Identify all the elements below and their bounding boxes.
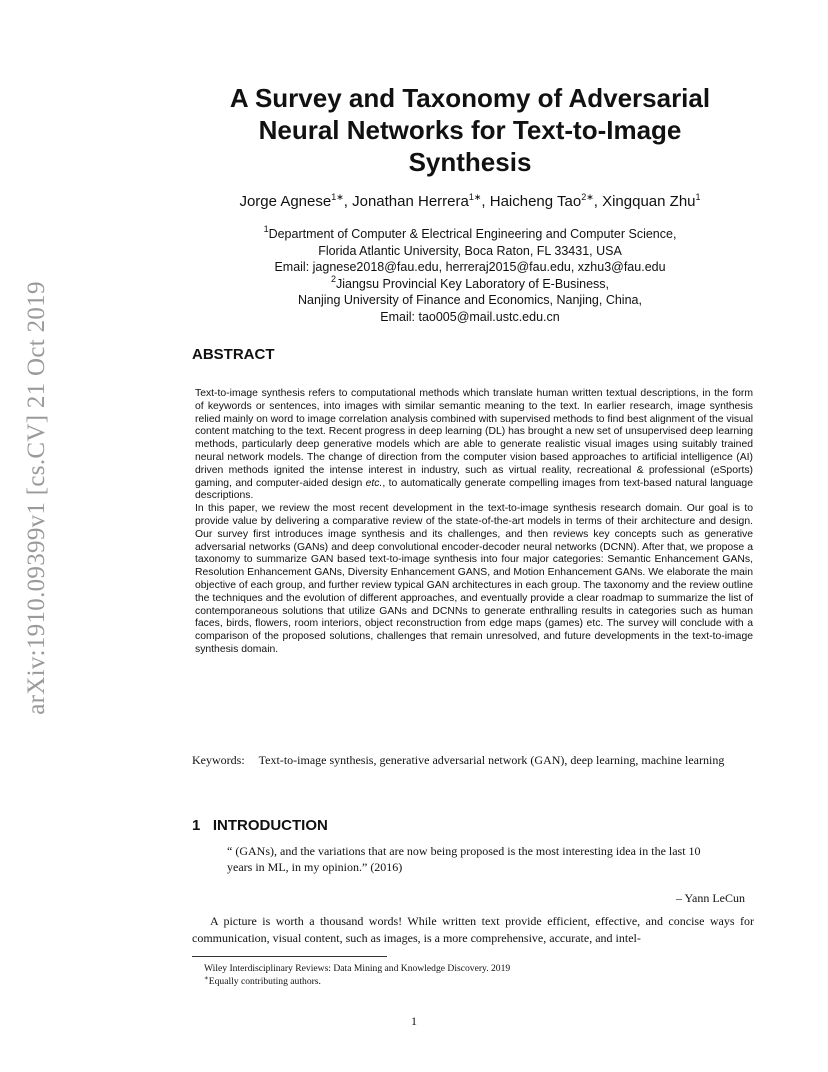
author-name: Jorge Agnese bbox=[239, 193, 332, 210]
footnote-mark: ∗ bbox=[204, 974, 209, 982]
author-affiliation-mark: 1∗ bbox=[331, 192, 344, 202]
keywords bbox=[192, 752, 752, 768]
abstract-paragraph-1: Text-to-image synthesis refers to computational methods which translate human written textual descriptions, in the form of keywords or sentences, into images with similar semantic meaning to the text. In earlier research, image synthesis relied mainly on word to image correlation analysis combined with supervised methods to find best alignment of the visual content matching to the text. Recent progress in deep learning (DL) has brought a new set of unsupervised deep learning methods, particularly deep generative models which are able to generate realistic visual images using suitably trained neural network models. The change of direction from the computer vision based approaches to artificial intelligence (AI) driven methods ignited the intense interest in industry, such as virtual reality, recreational & professional (eSports) gaming, and computer-aided design etc., to automatically generate compelling images from text-based natural language descriptions. bbox=[195, 388, 753, 502]
affiliation-2-line-1: $^2$Jiangsu Provincial Key Laboratory of E-Business, bbox=[330, 273, 610, 291]
affiliation-mark: 1 bbox=[263, 224, 269, 234]
author-name: Jonathan Herrera bbox=[352, 193, 469, 210]
affiliation-2-email: Email: tao005@mail.ustc.edu.cn bbox=[380, 309, 560, 324]
keywords-text: Text-to-image synthesis, generative adversarial network (GAN), deep learning, machine learning bbox=[258, 753, 725, 767]
author-name: Haicheng Tao bbox=[489, 193, 582, 210]
abstract-heading: ABSTRACT bbox=[192, 346, 275, 363]
author-name: Xingquan Zhu bbox=[602, 193, 696, 210]
affiliation-1-line-2: Florida Atlantic University, Boca Raton, FL 33431, USA bbox=[318, 243, 622, 258]
abstract-etc: etc. bbox=[365, 477, 383, 489]
paper-title bbox=[150, 82, 790, 178]
author-affiliation-mark: 2∗ bbox=[581, 192, 594, 202]
author-list: Jorge Agnese$^{1∗}$, Jonathan Herrera$^{1∗}$, Haicheng Tao$^{2∗}$, Xingquan Zhu$^1$ bbox=[239, 192, 701, 210]
author-affiliation-mark: 1 bbox=[695, 192, 701, 202]
page-number: 1 bbox=[411, 1014, 417, 1028]
abstract-body bbox=[195, 388, 753, 657]
introduction-paragraph: A picture is worth a thousand words! While written text provide efficient, effective, and concise ways for communication, visual content, such as images, is a more comprehensive, accurate, and intel- bbox=[192, 914, 754, 945]
introduction-heading: 1 INTRODUCTION bbox=[192, 817, 328, 834]
title-line-1: A Survey and Taxonomy of Adversarial bbox=[229, 83, 711, 113]
footnote-venue: Wiley Interdisciplinary Reviews: Data Mining and Knowledge Discovery. 2019 bbox=[204, 963, 511, 974]
arxiv-identifier-stamp bbox=[22, 258, 52, 738]
abstract-paragraph-2: In this paper, we review the most recent development in the text-to-image synthesis research domain. Our goal is to provide value by delivering a comparative review of the state-of-the-art models in terms of their architecture and design. Our survey first introduces image synthesis and its challenges, and then reviews key concepts such as generative adversarial networks (GANs) and deep convolutional encoder-decoder neural networks (DCNN). After that, we propose a taxonomy to summarize GAN based text-to-image synthesis into four major categories: Semantic Enhancement GANs, Resolution Enhancement GANs, Diversity Enhancement GANS, and Motion Enhancement GANs. We elaborate the main objective of each group, and further review typical GAN architectures in each group. The taxonomy and the review outline the techniques and the evolution of different approaches, and eventually provide a clear roadmap to summarize the list of contemporaneous solutions that utilize GANs and DCNNs to generate enthralling results in categories such as human faces, birds, flowers, room interiors, object reconstruction from edge maps (games) etc. The survey will conclude with a comparison of the proposed solutions, challenges that remain unresolved, and future developments in the text-to-image synthesis domain. bbox=[195, 503, 753, 655]
keywords-label: Keywords: bbox=[192, 753, 245, 767]
title-line-3: Synthesis bbox=[408, 147, 532, 177]
footnotes bbox=[204, 962, 744, 988]
title-line-2: Neural Networks for Text-to-Image bbox=[258, 115, 682, 145]
author-affiliation-mark: 1∗ bbox=[468, 192, 482, 202]
affiliation-1-line-1: $^1$Department of Computer & Electrical Engineering and Computer Science, bbox=[263, 224, 677, 241]
affiliation-2-line-2: Nanjing University of Finance and Economics, Nanjing, China, bbox=[298, 293, 642, 308]
affiliation-mark: 2 bbox=[330, 273, 336, 284]
arxiv-identifier-text: arXiv:1910.09399v1 [cs.CV] 21 Oct 2019 bbox=[23, 281, 51, 715]
epigraph-quote: “ (GANs), and the variations that are now being proposed is the most interesting idea in the last 10 years in ML, in my opinion.” (2016) bbox=[227, 844, 701, 874]
footnote-equal-contribution: ∗Equally contributing authors. bbox=[204, 974, 321, 987]
affiliation-1-email: Email: jagnese2018@fau.edu, herreraj2015@fau.edu, xzhu3@fau.edu bbox=[274, 260, 666, 275]
footnote-divider bbox=[192, 956, 387, 957]
affiliations-block bbox=[150, 226, 790, 326]
epigraph-author: – Yann LeCun bbox=[675, 891, 745, 905]
